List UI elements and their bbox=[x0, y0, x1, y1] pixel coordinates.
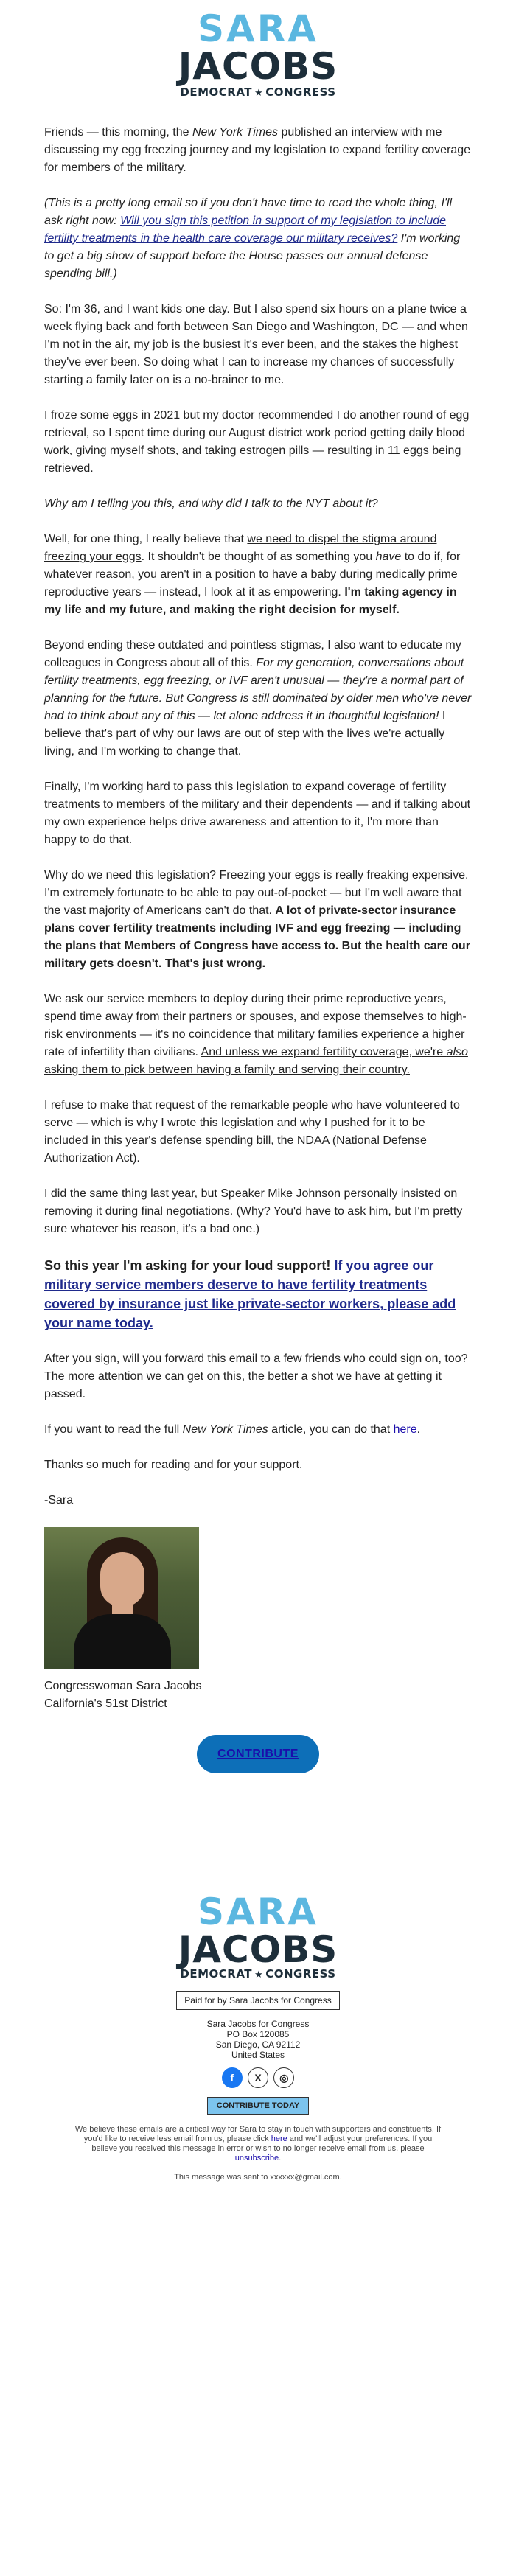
x-twitter-icon[interactable]: X bbox=[248, 2067, 268, 2088]
paragraph-intro: Friends — this morning, the New York Times published an interview with me discussing my egg freezing journey and my legislation to expand fertility coverage for members of the military. bbox=[44, 126, 471, 174]
paid-for-box: Paid for by Sara Jacobs for Congress bbox=[176, 1991, 339, 2010]
footer-star-icon: ★ bbox=[254, 1969, 264, 1980]
social-links bbox=[0, 2067, 516, 2088]
fine-print: We believe these emails are a critical way for Sara to stay in touch with supporters and constituents. If you'd like to receive less email from us, please click here and we'll adjust your preferences. If you believe you received this message in error or wish to no longer receive email from us, please unsubscribe. bbox=[74, 2125, 442, 2163]
paragraph-stigma: Well, for one thing, I really believe that we need to dispel the stigma around freezing your eggs. It shouldn't be thought of as something you have to do if, for whatever reason, you aren't in a position to have a baby during medically prime reproductive years — instead, I look at it as empowering. I'm taking agency in my life and my future, and making the right decision for myself. bbox=[44, 533, 461, 616]
paragraph-service-members: We ask our service members to deploy during their prime reproductive years, spend time away from their partners or spouses, and expose themselves to high-risk environments — it's no coincidence that military families experience a higher rate of infertility than civilians. And unless we expand fertility coverage, we're also asking them to pick between having a family and serving their country. bbox=[44, 993, 468, 1076]
email-body bbox=[0, 124, 516, 1773]
footer-logo-sara: SARA bbox=[198, 1891, 318, 1933]
sara-jacobs-photo bbox=[44, 1527, 199, 1669]
add-name-link[interactable]: If you agree our military service members deserve to have fertility treatments covered by insurance just like private-sector workers, please add your name today. bbox=[44, 1258, 456, 1330]
paragraph-petition-ask: (This is a pretty long email so if you don't have time to read the whole thing, I'll ask right now: Will you sign this petition in support of my legislation to include fertility treatments in the health care coverage our military receives? I'm working to get a big show of support before the House passes our annual defense spending bill.) bbox=[44, 197, 461, 280]
footer-logo-subtitle: DEMOCRAT ★ CONGRESS bbox=[180, 1967, 336, 1980]
header-logo bbox=[0, 0, 516, 99]
paragraph-educate: Beyond ending these outdated and pointless stigmas, I also want to educate my colleagues in Congress about all of this. For my generation, conversations about fertility treatments, egg freezing, or IVF aren't unusual — they're a normal part of planning for the future. But Congress is still dominated by older men who've never had to think about any of this — let alone address it in thoughtful legislation! I believe that's part of why our laws are out of step with the lives we're actually living, and I'm working to change that. bbox=[44, 639, 472, 758]
footer-logo bbox=[0, 1893, 516, 1980]
paragraph-cost: Why do we need this legislation? Freezing your eggs is really freaking expensive. I'm extremely fortunate to be able to pay out-of-pocket — but I'm well aware that the vast majority of Americans can't do that. A lot of private-sector insurance plans cover fertility treatments including IVF and egg freezing — including the plans that Members of Congress have access to. But the health care our military gets doesn't. That's just wrong. bbox=[44, 869, 470, 970]
paragraph-background: So: I'm 36, and I want kids one day. But I also spend six hours on a plane twice a week flying back and forth between San Diego and Washington, DC — and when I'm not in the air, my job is the busiest it's ever been, and the stakes the highest they've ever been. So doing what I can to increase my chances of successfully starting a family later on is a no-brainer to me. bbox=[44, 303, 468, 386]
logo-sub-left: DEMOCRAT bbox=[180, 85, 253, 99]
paragraph-legislation: Finally, I'm working hard to pass this legislation to expand coverage of fertility treatments to members of the military and their dependents — and if talking about my own experience helps drive awareness and attention to it, I'm more than happy to do that. bbox=[44, 781, 471, 846]
nyt-article-link[interactable]: here bbox=[393, 1423, 417, 1436]
sent-to-notice: This message was sent to xxxxxx@gmail.com. bbox=[174, 2173, 342, 2182]
photo-caption bbox=[44, 1678, 472, 1713]
caption-name: Congresswoman Sara Jacobs bbox=[44, 1680, 202, 1692]
footer bbox=[0, 1877, 516, 2199]
caption-district: California's 51st District bbox=[44, 1697, 167, 1710]
paragraph-thanks: Thanks so much for reading and for your support. bbox=[44, 1459, 303, 1471]
paragraph-egg-retrieval: I froze some eggs in 2021 but my doctor recommended I do another round of egg retrieval, so I spent time during our August district work period getting daily blood work, giving myself shots, and taking estrogen pills — resulting in 11 eggs being retrieved. bbox=[44, 409, 470, 475]
star-icon: ★ bbox=[254, 88, 264, 99]
signature: -Sara bbox=[44, 1494, 74, 1507]
contribute-today-button[interactable]: CONTRIBUTE TODAY bbox=[207, 2097, 309, 2115]
instagram-icon[interactable]: ◎ bbox=[273, 2067, 294, 2088]
mailing-address: Sara Jacobs for Congress PO Box 120085 San Diego, CA 92112 United States bbox=[206, 2019, 310, 2060]
logo-subtitle bbox=[0, 85, 516, 99]
logo-sara: SARA bbox=[198, 7, 318, 50]
paragraph-forward: After you sign, will you forward this email to a few friends who could sign on, too? The more attention we can get on this, the better a shot we have at getting it passed. bbox=[44, 1352, 468, 1400]
paragraph-loud-support: So this year I'm asking for your loud support! If you agree our military service members deserve to have fertility treatments covered by insurance just like private-sector workers, please add your name today. bbox=[44, 1258, 456, 1330]
paragraph-speaker: I did the same thing last year, but Speaker Mike Johnson personally insisted on removing it during final negotiations. (Why? You'd have to ask him, but I'm pretty sure whatever his reason, it's a bad one.) bbox=[44, 1187, 463, 1235]
paragraph-nyt-article: If you want to read the full New York Times article, you can do that here. bbox=[44, 1423, 421, 1436]
email-preferences-link[interactable]: here bbox=[271, 2135, 287, 2143]
contribute-button[interactable]: CONTRIBUTE bbox=[197, 1735, 319, 1773]
contribute-wrap bbox=[44, 1735, 472, 1773]
petition-link[interactable]: Will you sign this petition in support of my legislation to include fertility treatments in the health care coverage our military receives? bbox=[44, 214, 447, 245]
footer-logo-jacobs: JACOBS bbox=[178, 1928, 338, 1971]
facebook-icon[interactable]: f bbox=[222, 2067, 243, 2088]
unsubscribe-link[interactable]: unsubscribe bbox=[234, 2154, 279, 2163]
paragraph-ndaa: I refuse to make that request of the remarkable people who have volunteered to serve — which is why I wrote this legislation and why I pushed for it to be included in this year's defense spending bill, the NDAA (National Defense Authorization Act). bbox=[44, 1099, 460, 1165]
logo-jacobs: JACOBS bbox=[178, 45, 338, 88]
paragraph-question: Why am I telling you this, and why did I talk to the NYT about it? bbox=[44, 498, 378, 510]
logo-sub-right: CONGRESS bbox=[265, 85, 336, 99]
